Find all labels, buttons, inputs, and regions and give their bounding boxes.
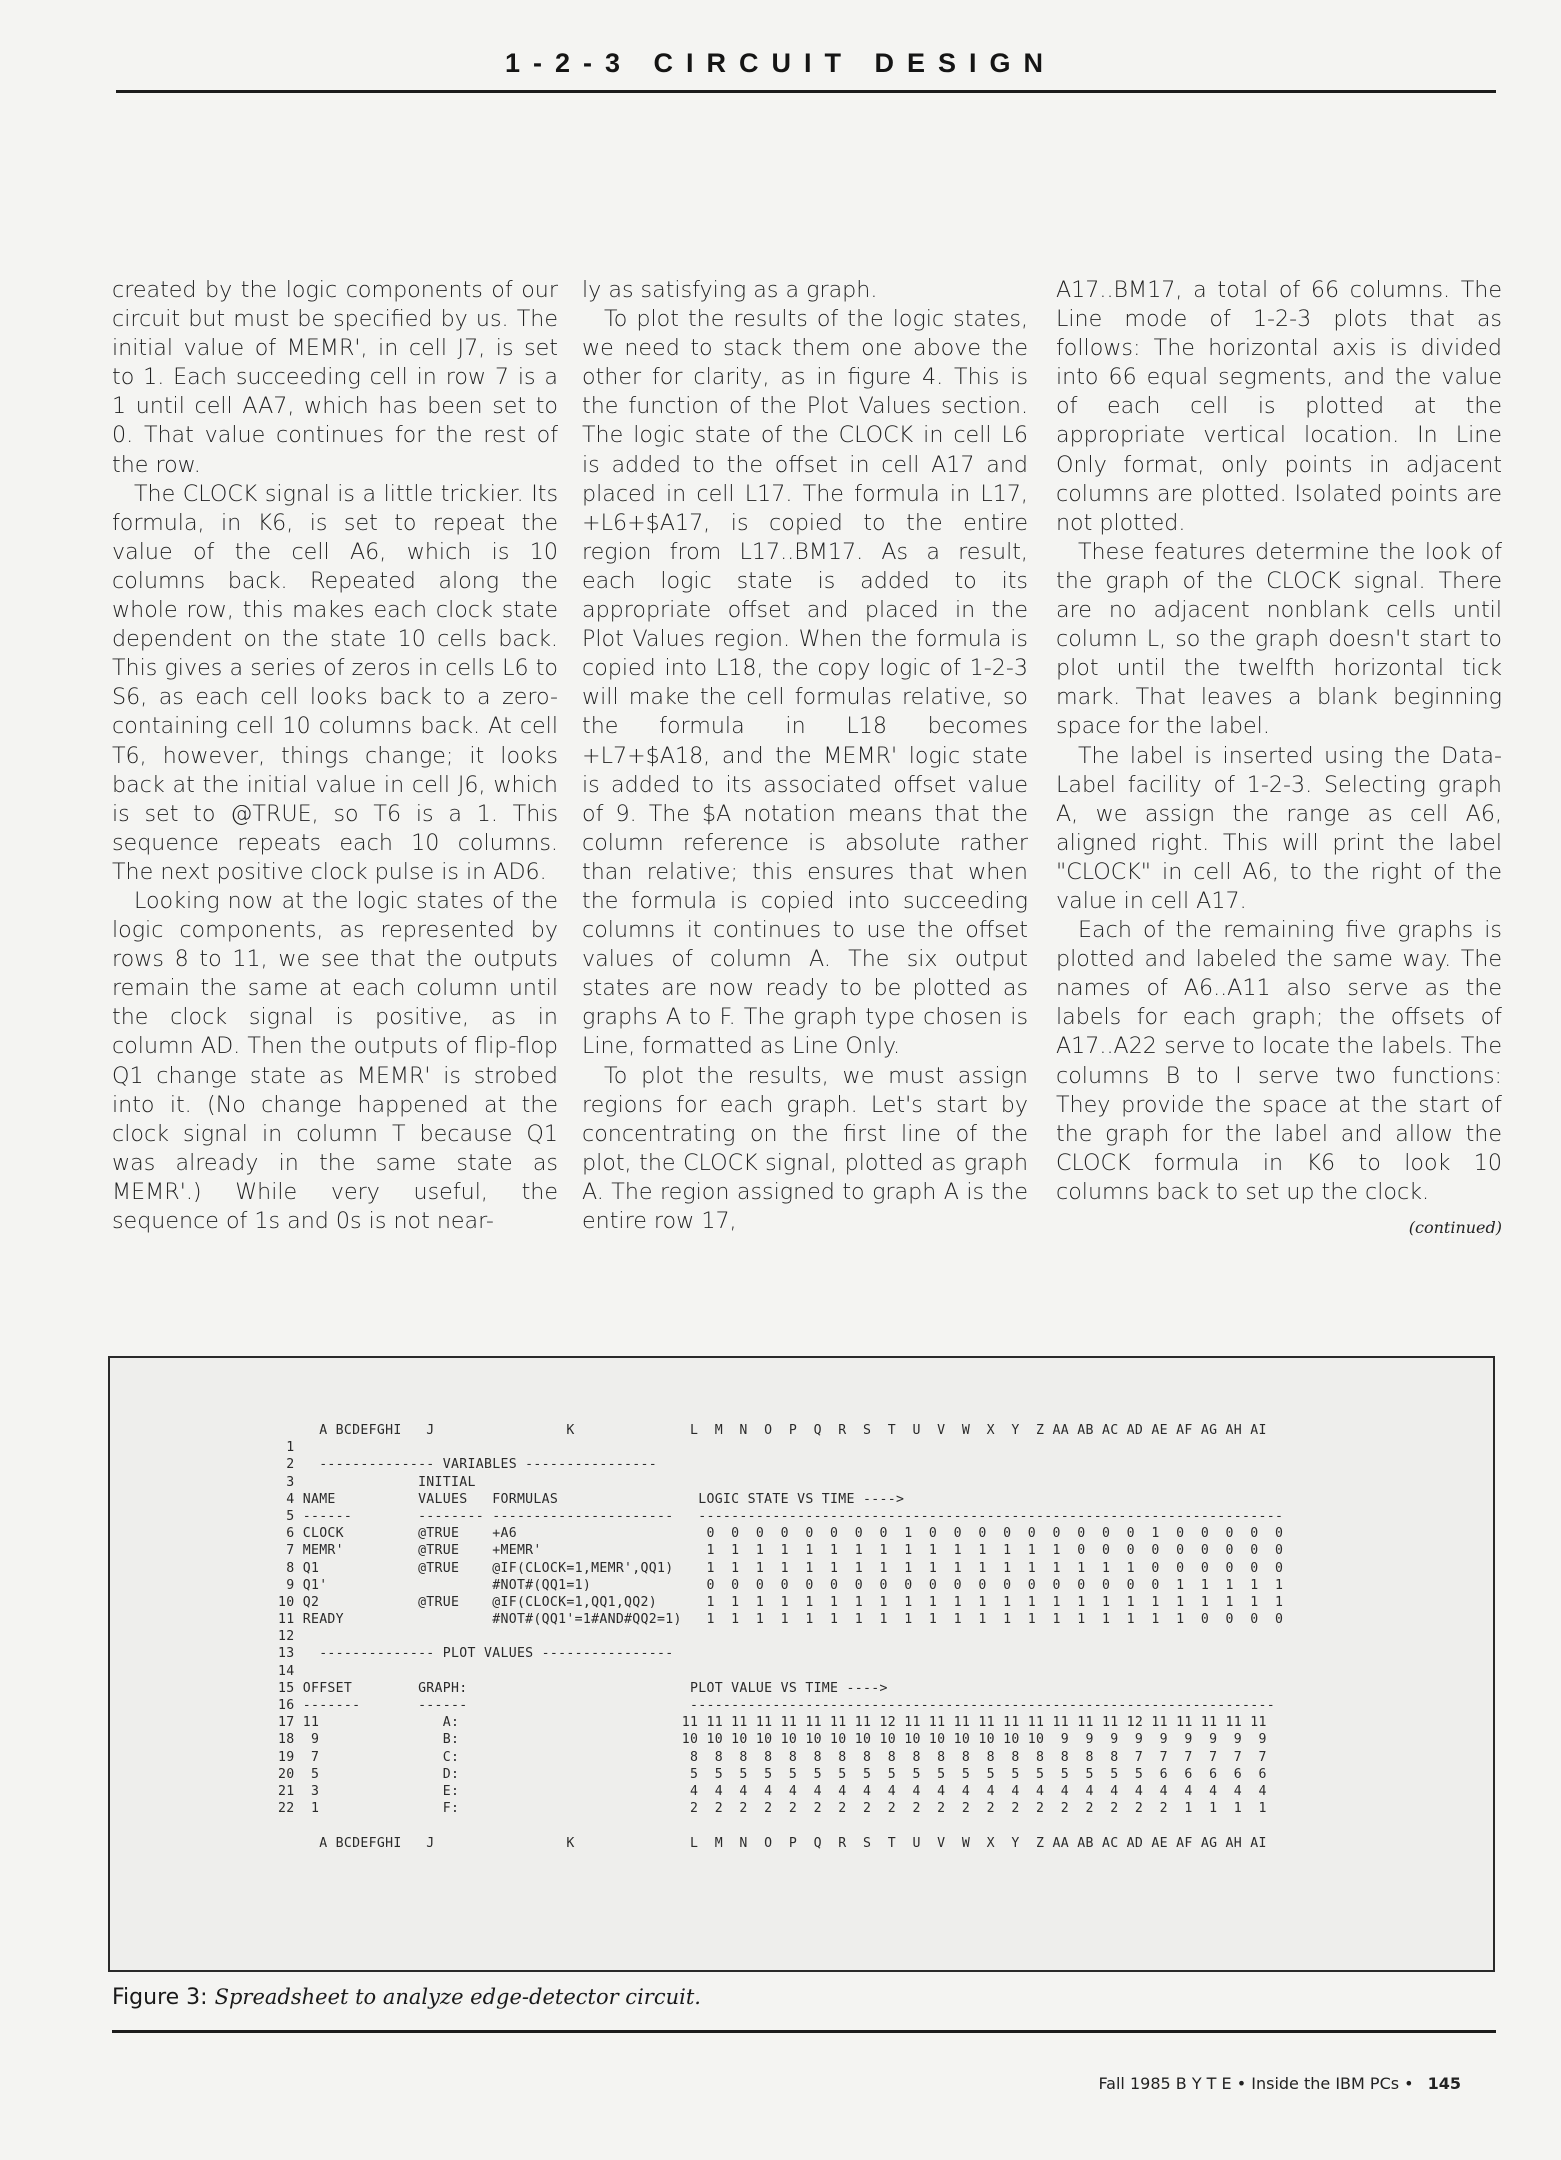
paragraph: ly as satisfying as a graph. — [582, 277, 878, 303]
spreadsheet-line: 20 5 D: 5 5 5 5 5 5 5 5 5 5 5 5 5 5 5 5 5 5 5 6 6 6 6 6 — [278, 1766, 1267, 1782]
spreadsheet-line: 19 7 C: 8 8 8 8 8 8 8 8 8 8 8 8 8 8 8 8 8 8 7 7 7 7 7 7 — [278, 1749, 1267, 1765]
spreadsheet-line: 2 -------------- VARIABLES ---------------- — [278, 1457, 658, 1473]
spreadsheet-line: 1 — [278, 1440, 295, 1456]
continued-note: (continued) — [1408, 1218, 1502, 1237]
spreadsheet-line: 5 ------ -------- ---------------------- ----------------------------------------------------------------------- — [278, 1508, 1284, 1524]
paragraph: Each of the remaining five graphs is plotted and labeled the same way. The names of A6..A11 also serve as the labels for each graph; the offsets of A17..A22 serve to locate the labels. The columns B to I serve two functions: They provide the space at the start of the graph for the label and allow the CLOCK formula in K6 to look 10 columns back to set up the clock. — [1056, 917, 1502, 1205]
paragraph: These features determine the look of the graph of the CLOCK signal. There are no adjacent nonblank cells until column L, so the graph doesn't start to plot until the twelfth horizontal tick mark. That leaves a blank beginning space for the label. — [1056, 538, 1502, 740]
page-number: 145 — [1427, 2074, 1461, 2093]
paragraph: Looking now at the logic states of the logic components, as represented by rows 8 to 11, we see that the outputs remain the same at each column until the clock signal is positive, as in column AD. Then the outputs of flip-flop Q1 change state as MEMR' is strobed into it. (No change happened at the clock signal in column T because Q1 was already in the same state as MEMR'.) While very useful, the sequence of 1s and 0s is not near- — [112, 887, 558, 1234]
spreadsheet-printout — [278, 1422, 1283, 1852]
spreadsheet-line: 14 — [278, 1663, 295, 1679]
spreadsheet-line: 11 READY #NOT#(QQ1'=1#AND#QQ2=1) 1 1 1 1 1 1 1 1 1 1 1 1 1 1 1 1 1 1 1 1 0 0 0 0 — [278, 1612, 1284, 1628]
spreadsheet-line: 7 MEMR' @TRUE +MEMR' 1 1 1 1 1 1 1 1 1 1 1 1 1 1 1 0 0 0 0 0 0 0 0 0 — [278, 1543, 1284, 1559]
page-footer — [1098, 2074, 1461, 2093]
spreadsheet-line: 16 ------- ------ ----------------------------------------------------------------------- — [278, 1698, 1275, 1713]
paragraph: created by the logic components of our circuit but must be specified by us. The initial value of MEMR', in cell J7, is set to 1. Each succeeding cell in row 7 is a 1 until cell AA7, which has been set to 0. That value continues for the rest of the row. — [112, 277, 558, 478]
paragraph: To plot the results of the logic states, we need to stack them one above the other for clarity, as in figure 4. This is the function of the Plot Values section. The logic state of the CLOCK in cell L6 is added to the offset in cell A17 and placed in cell L17. The formula in L17, +L6+$A17, is copied to the entire region from L17..BM17. As a result, each logic state is added to its appropriate offset and placed in the Plot Values region. When the formula is copied into L18, the copy logic of 1-2-3 will make the cell formulas relative, so the formula in L18 becomes +L7+$A18, and the MEMR' logic state is added to its associated offset value of 9. The $A notation means that the column reference is absolute rather than relative; this ensures that when the formula is copied into succeeding columns it continues to use the offset values of column A. The six output states are now ready to be plotted as graphs A to F. The graph type chosen is Line, formatted as Line Only. — [582, 306, 1028, 1060]
spreadsheet-line: A BCDEFGHI J K L M N O P Q R S T U V W X Y Z AA AB AC AD AE AF AG AH AI — [278, 1423, 1267, 1438]
figure-spreadsheet — [108, 1356, 1495, 1972]
spreadsheet-line: 13 -------------- PLOT VALUES ---------------- — [278, 1646, 674, 1662]
article-column-3 — [1056, 276, 1502, 1242]
paragraph: A17..BM17, a total of 66 columns. The Line mode of 1-2-3 plots that as follows: The horizontal axis is divided into 66 equal segments, and the value of each cell is plotted at the appropriate vertical location. In Line Only format, only points in adjacent columns are plotted. Isolated points are not plotted. — [1056, 277, 1502, 536]
spreadsheet-line: 15 OFFSET GRAPH: PLOT VALUE VS TIME ----> — [278, 1680, 888, 1696]
footer-text: Fall 1985 B Y T E • Inside the IBM PCs • — [1098, 2074, 1414, 2093]
article-column-1 — [112, 276, 558, 1236]
spreadsheet-line: 3 INITIAL — [278, 1474, 476, 1490]
spreadsheet-line: 21 3 E: 4 4 4 4 4 4 4 4 4 4 4 4 4 4 4 4 4 4 4 4 4 4 4 4 — [278, 1783, 1267, 1799]
spreadsheet-line: 18 9 B: 10 10 10 10 10 10 10 10 10 10 10 10 10 10 10 9 9 9 9 9 9 9 9 9 — [278, 1732, 1267, 1748]
paragraph: The label is inserted using the Data-Label facility of 1-2-3. Selecting graph A, we assign the range as cell A6, aligned right. This will print the label "CLOCK" in cell A6, to the right of the value in cell A17. — [1056, 742, 1502, 914]
caption-title: Spreadsheet to analyze edge-detector circuit. — [214, 1985, 701, 2009]
spreadsheet-line: 4 NAME VALUES FORMULAS LOGIC STATE VS TIME ----> — [278, 1491, 905, 1507]
spreadsheet-line — [278, 1817, 1283, 1834]
header-divider — [116, 90, 1496, 93]
spreadsheet-line: 22 1 F: 2 2 2 2 2 2 2 2 2 2 2 2 2 2 2 2 2 2 2 2 1 1 1 1 — [278, 1801, 1267, 1817]
article-column-2 — [582, 276, 1028, 1236]
spreadsheet-line: 6 CLOCK @TRUE +A6 0 0 0 0 0 0 0 0 1 0 0 0 0 0 0 0 0 0 1 0 0 0 0 0 — [278, 1526, 1284, 1542]
spreadsheet-line: 12 — [278, 1629, 295, 1645]
paragraph: The CLOCK signal is a little trickier. Its formula, in K6, is set to repeat the value of the cell A6, which is 10 columns back. Repeated along the whole row, this makes each clock state dependent on the state 10 cells back. This gives a series of zeros in cells L6 to S6, as each cell looks back to a zero-containing cell 10 columns back. At cell T6, however, things change; it looks back at the initial value in cell J6, which is set to @TRUE, so T6 is a 1. This sequence repeats each 10 columns. The next positive clock pulse is in AD6. — [112, 480, 558, 885]
spreadsheet-line: 8 Q1 @TRUE @IF(CLOCK=1,MEMR',QQ1) 1 1 1 1 1 1 1 1 1 1 1 1 1 1 1 1 1 1 0 0 0 0 0 0 — [278, 1560, 1284, 1576]
running-head: 1-2-3 CIRCUIT DESIGN — [504, 48, 1057, 78]
caption-divider — [112, 2030, 1496, 2033]
spreadsheet-line: 10 Q2 @TRUE @IF(CLOCK=1,QQ1,QQ2) 1 1 1 1 1 1 1 1 1 1 1 1 1 1 1 1 1 1 1 1 1 1 1 1 — [278, 1594, 1284, 1610]
paragraph: To plot the results, we must assign regions for each graph. Let's start by concentrating on the first line of the plot, the CLOCK signal, plotted as graph A. The region assigned to graph A is the entire row 17, — [582, 1062, 1028, 1234]
caption-label: Figure 3: — [112, 1985, 215, 2010]
spreadsheet-line: A BCDEFGHI J K L M N O P Q R S T U V W X Y Z AA AB AC AD AE AF AG AH AI — [278, 1835, 1267, 1851]
spreadsheet-line: 17 11 A: 11 11 11 11 11 11 11 11 12 11 11 11 11 11 11 11 11 11 12 11 11 11 11 11 — [278, 1715, 1267, 1731]
spreadsheet-line: 9 Q1' #NOT#(QQ1=1) 0 0 0 0 0 0 0 0 0 0 0 0 0 0 0 0 0 0 0 1 1 1 1 1 — [278, 1577, 1284, 1593]
figure-caption — [112, 1985, 701, 2010]
